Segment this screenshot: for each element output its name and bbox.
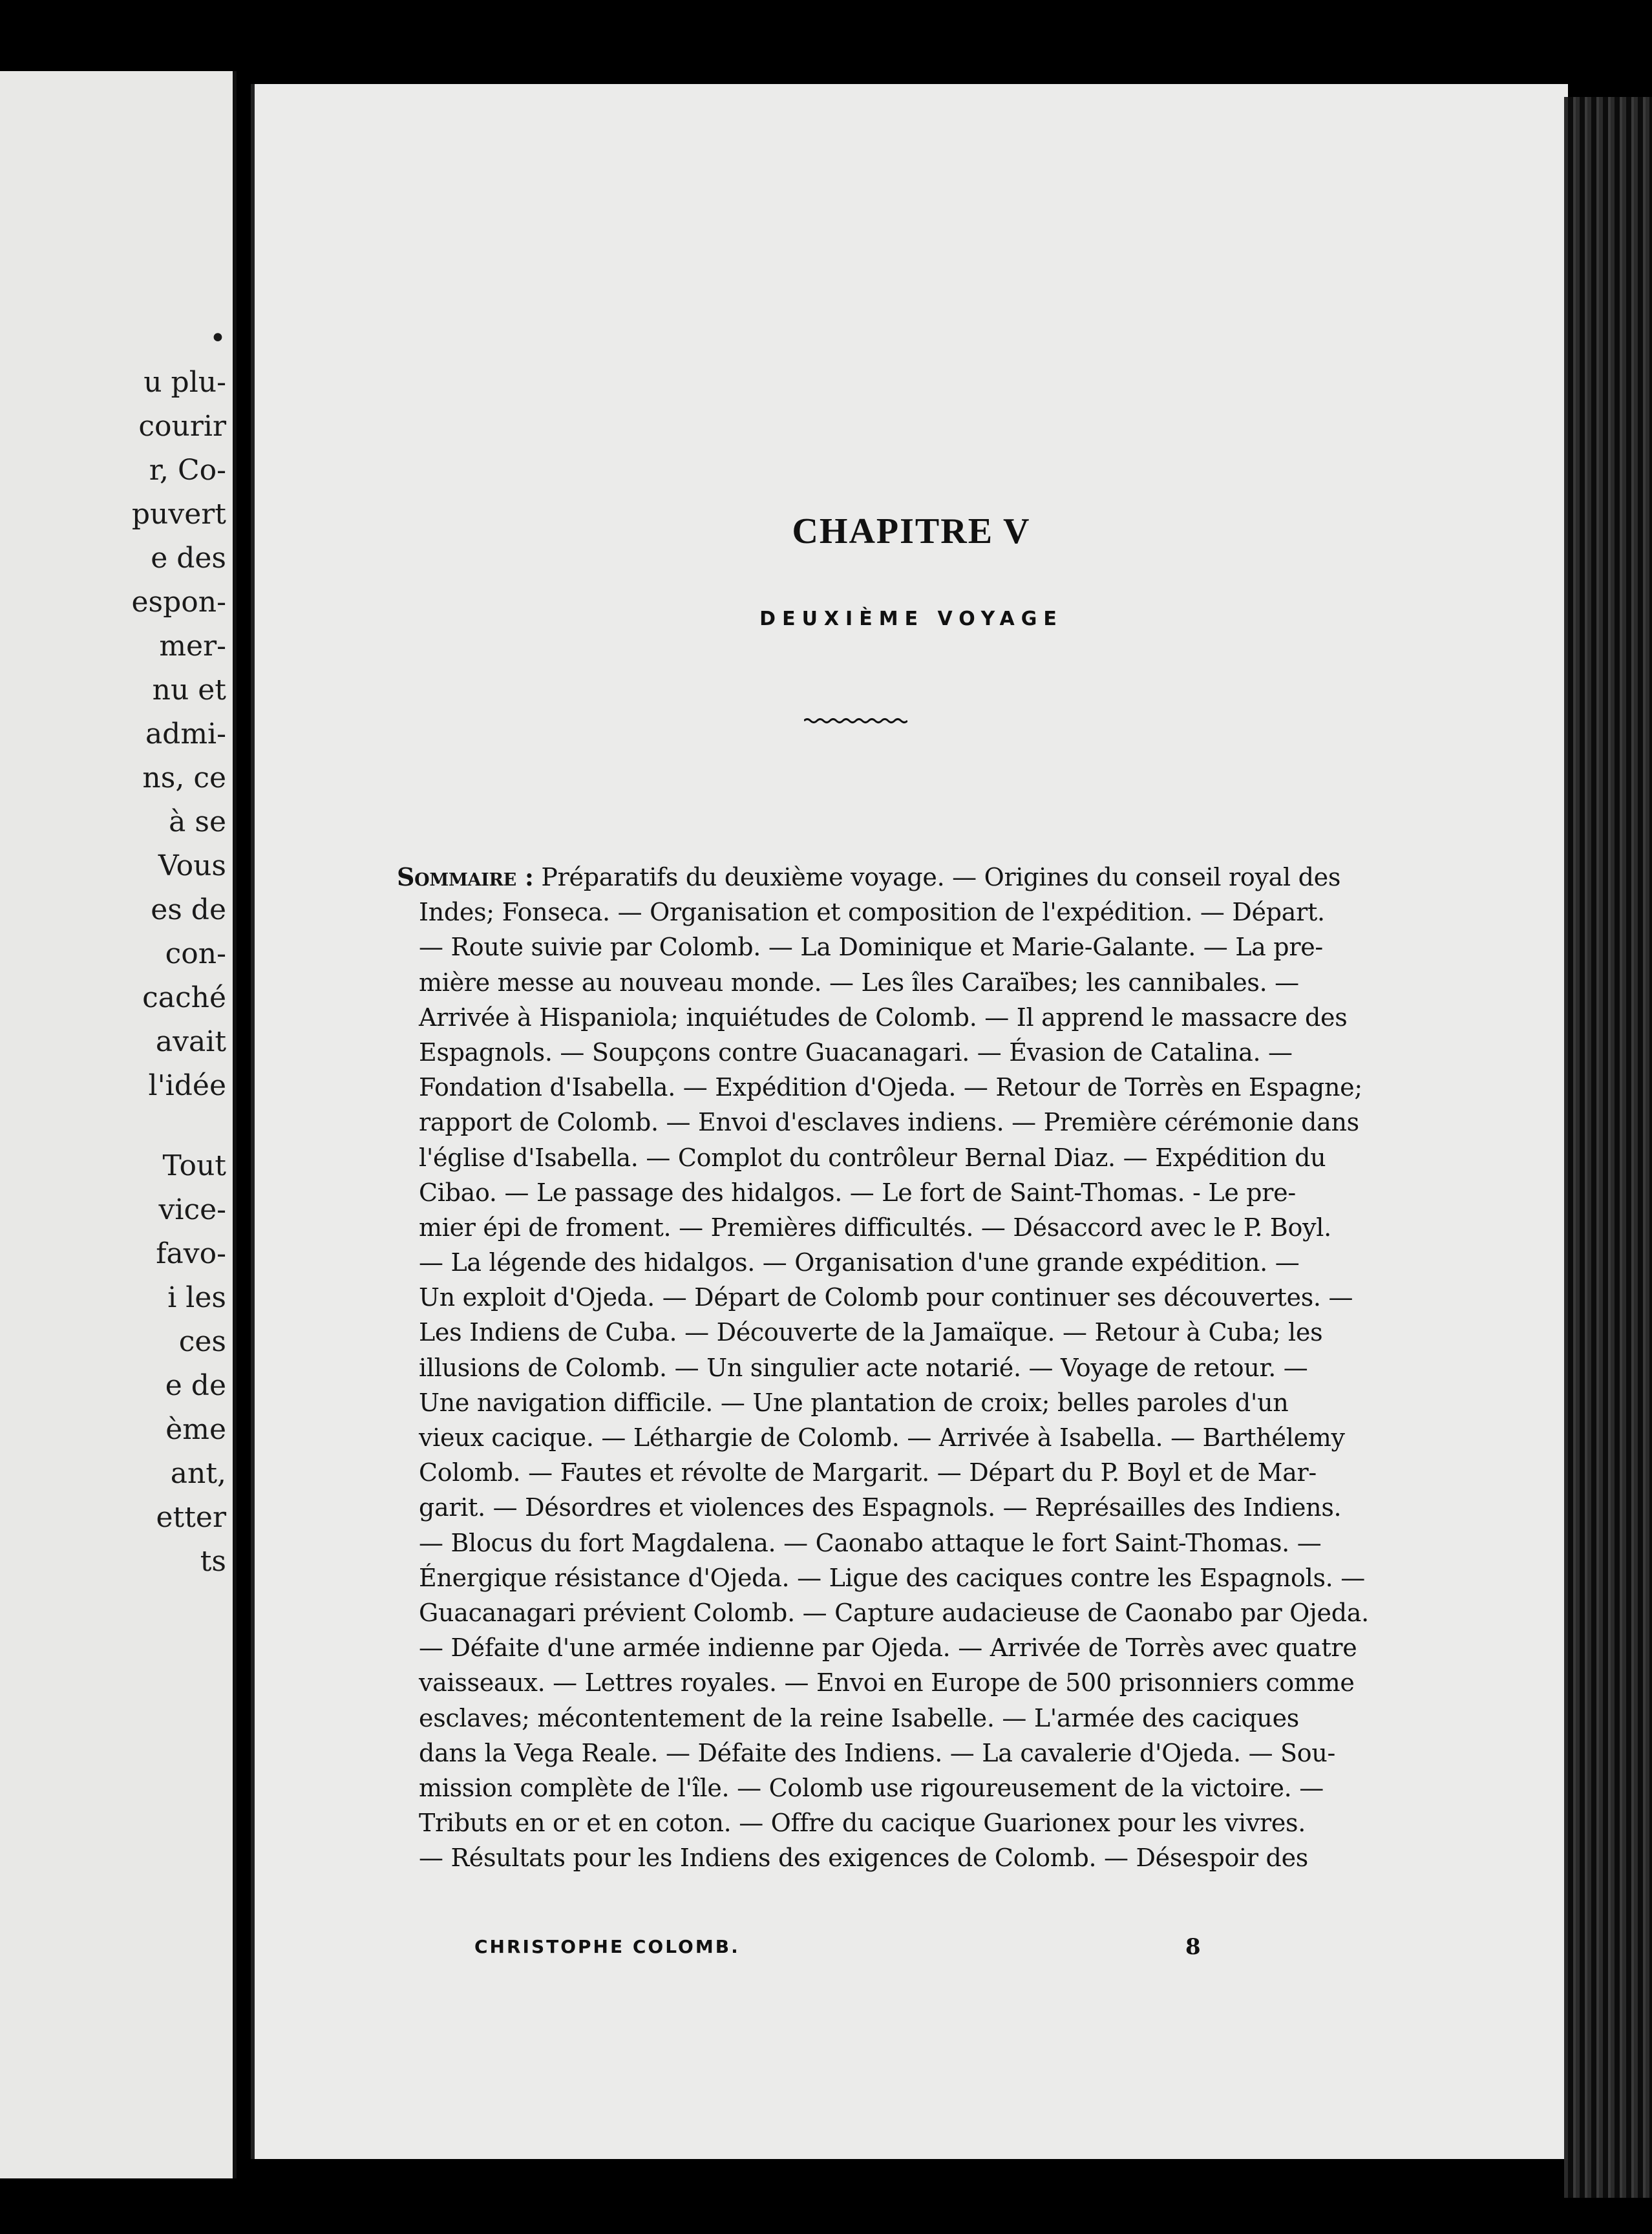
summary-line [397,1210,1599,1245]
summary-line-text: Guacanagari prévient Colomb. — Capture audacieuse de Caonabo par Ojeda. [419,1598,1369,1627]
left-page-line-fragment: favo- [156,1237,226,1270]
summary-line [397,1630,1599,1665]
summary-line [397,1420,1599,1455]
left-page-line-fragment: espon- [131,586,226,619]
left-page-line-fragment: vice- [158,1193,226,1226]
left-page-line-fragment: • [209,322,226,355]
summary-line-text: Arrivée à Hispaniola; inquiétudes de Colomb. — Il apprend le massacre des [419,1003,1348,1032]
left-page-line-fragment: ns, ce [142,761,226,794]
left-page-line-fragment: es de [151,893,226,926]
summary-line-text: mission complète de l'île. — Colomb use rigoureusement de la victoire. — [419,1773,1324,1802]
summary-line [397,930,1599,964]
summary-line-text: illusions de Colomb. — Un singulier acte notarié. — Voyage de retour. — [419,1353,1308,1382]
summary-line-text: dans la Vega Reale. — Défaite des Indiens. — La cavalerie d'Ojeda. — Sou- [419,1738,1336,1767]
left-page-line-fragment: Vous [158,849,226,882]
signature-mark: 8 [1185,1934,1201,1960]
summary-line-text: Tributs en or et en coton. — Offre du cacique Guarionex pour les vivres. [419,1809,1306,1838]
summary-line-text: Colomb. — Fautes et révolte de Margarit. — Départ du P. Boyl et de Mar- [419,1458,1317,1487]
left-page-line-fragment: e de [165,1369,226,1402]
summary-line [397,895,1599,930]
summary-line-text: Une navigation difficile. — Une plantation de croix; belles paroles d'un [419,1388,1289,1417]
summary-line [397,1000,1599,1035]
summary-line [397,1175,1599,1210]
summary-line-text: mier épi de froment. — Premières difficultés. — Désaccord avec le P. Boyl. [419,1213,1331,1242]
summary-line [397,1805,1599,1840]
summary-line-text: — Route suivie par Colomb. — La Dominique et Marie-Galante. — La pre- [419,933,1323,962]
summary-line [397,1701,1599,1736]
left-page-line-fragment: r, Co- [149,454,226,487]
left-page-line-fragment: con- [165,937,226,970]
summary-line-text: Préparatifs du deuxième voyage. — Origines du conseil royal des [541,863,1341,891]
right-page [251,84,1568,2159]
summary-line-text: Fondation d'Isabella. — Expédition d'Ojeda. — Retour de Torrès en Espagne; [419,1073,1362,1102]
summary-line-text: rapport de Colomb. — Envoi d'esclaves indiens. — Première cérémonie dans [419,1108,1359,1137]
left-page-line-fragment: caché [142,981,226,1014]
summary-line [397,1840,1599,1875]
summary-line-text: mière messe au nouveau monde. — Les îles Caraïbes; les cannibales. — [419,968,1299,997]
left-page-line-fragment: mer- [159,630,226,663]
summary-line [397,1455,1599,1490]
summary-line-text: esclaves; mécontentement de la reine Isabelle. — L'armée des caciques [419,1703,1299,1732]
summary-label: Sommaire : [397,862,534,891]
summary-line-text: vieux cacique. — Léthargie de Colomb. — Arrivée à Isabella. — Barthélemy [419,1423,1345,1452]
summary-line-text: l'église d'Isabella. — Complot du contrôleur Bernal Diaz. — Expédition du [419,1143,1326,1172]
left-page-line-fragment: ces [178,1325,226,1358]
left-page-fragment [0,71,237,2178]
summary-line [397,1280,1599,1315]
book-spine-edge [1564,97,1652,2198]
summary-line-text: — Résultats pour les Indiens des exigences de Colomb. — Désespoir des [419,1844,1308,1873]
summary-line-text: Cibao. — Le passage des hidalgos. — Le fort de Saint-Thomas. - Le pre- [419,1178,1296,1207]
summary-line-text: Un exploit d'Ojeda. — Départ de Colomb pour continuer ses découvertes. — [419,1283,1353,1312]
chapter-summary [397,860,1599,1875]
running-title-footer: CHRISTOPHE COLOMB. [474,1936,740,1957]
chapter-subtitle: DEUXIÈME VOYAGE [759,608,1063,630]
summary-line-text: vaisseaux. — Lettres royales. — Envoi en Europe de 500 prisonniers comme [419,1668,1355,1697]
summary-line [397,860,1599,895]
summary-line [397,1771,1599,1805]
summary-line-text: — La légende des hidalgos. — Organisation d'une grande expédition. — [419,1248,1300,1277]
left-page-line-fragment: ème [165,1413,226,1446]
title-ornament-divider [804,716,907,725]
summary-line [397,1245,1599,1280]
summary-line [397,1595,1599,1630]
left-page-line-fragment: e des [151,542,226,575]
summary-line [397,1315,1599,1350]
summary-line-text: Les Indiens de Cuba. — Découverte de la Jamaïque. — Retour à Cuba; les [419,1318,1323,1347]
left-page-line-fragment: ts [200,1545,226,1578]
summary-line [397,1105,1599,1140]
summary-line-text: Espagnols. — Soupçons contre Guacanagari. — Évasion de Catalina. — [419,1037,1293,1067]
left-page-line-fragment: etter [156,1501,226,1534]
left-page-line-fragment: l'idée [148,1069,226,1102]
summary-line [397,1665,1599,1700]
left-fragment-gap [32,1108,226,1144]
chapter-title: CHAPITRE V [792,511,1031,551]
left-page-line-fragment: nu et [152,674,226,707]
summary-line-text: — Blocus du fort Magdalena. — Caonabo attaque le fort Saint-Thomas. — [419,1528,1322,1557]
summary-line-text: Énergique résistance d'Ojeda. — Ligue des caciques contre les Espagnols. — [419,1563,1365,1592]
summary-line [397,965,1599,1000]
summary-line [397,1736,1599,1771]
left-page-line-fragment: Tout [162,1149,226,1182]
summary-line [397,1490,1599,1525]
left-page-line-fragment: i les [167,1281,226,1314]
summary-line-text: garit. — Désordres et violences des Espagnols. — Représailles des Indiens. [419,1493,1342,1522]
summary-line [397,1035,1599,1070]
left-page-line-fragment: puvert [131,498,226,531]
summary-line [397,1385,1599,1420]
summary-line [397,1140,1599,1175]
summary-line-text: — Défaite d'une armée indienne par Ojeda. — Arrivée de Torrès avec quatre [419,1633,1357,1663]
left-page-line-fragment: courir [138,410,226,443]
left-page-text-column [32,317,226,1584]
left-page-line-fragment: à se [169,805,226,838]
summary-line [397,1560,1599,1595]
left-page-line-fragment: ant, [170,1457,226,1490]
left-page-line-fragment: u plu- [143,366,226,399]
summary-line [397,1526,1599,1560]
left-page-line-fragment: admi- [145,718,226,750]
left-page-line-fragment: avait [155,1025,226,1058]
summary-line [397,1350,1599,1385]
summary-line-text: Indes; Fonseca. — Organisation et composition de l'expédition. — Départ. [419,898,1325,927]
summary-line [397,1070,1599,1105]
